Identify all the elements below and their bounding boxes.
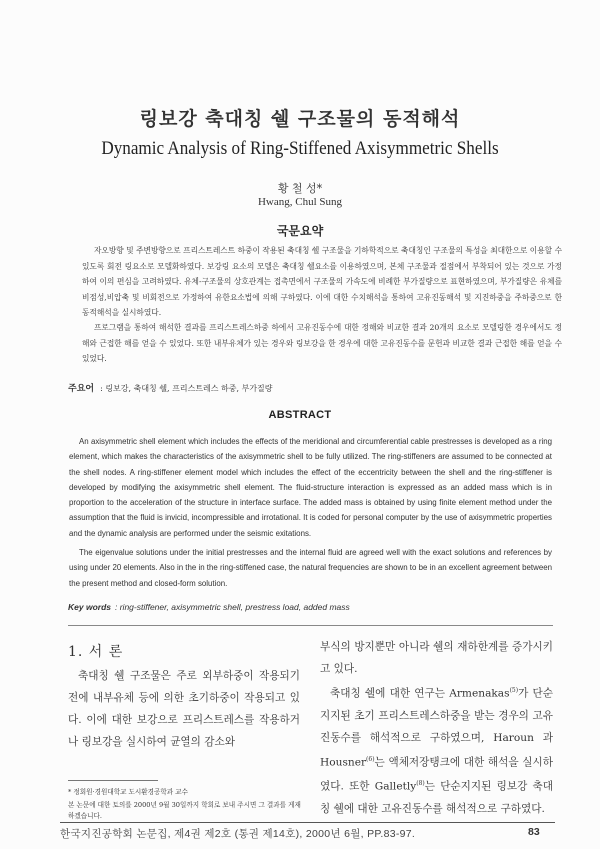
body-text-left-column: 축대칭 쉘 구조물은 주로 외부하중이 작용되기 전에 내부유체 등에 의한 초기하중이 작용되고 있다. 이에 대한 보강으로 프리스트레스를 작용하거나 링보강을 실시하여 균열의 감소와 <box>68 670 300 748</box>
author-name-korean: 황 철 성* <box>277 182 323 195</box>
reference-mark: (6) <box>366 755 375 763</box>
body-text-right-column-paragraph: 축대칭 쉘에 대한 연구는 Armenakas$^{(5)}$가 단순지지된 초기 프리스트레스하중을 받는 경우의 고유진동수를 해석적으로 구하였으며, Haroun 과 Housner$^{(6)}$는 액체저장탱크에 대한 해석을 실시하였다. 또한 Galletly$^{(8)}$는 단순지지된 링보강 축대칭 쉘에 대한 고유진동수를 해석적으로 구하였다. <box>320 687 554 815</box>
section-heading-introduction: 1. 서 론 <box>68 644 124 660</box>
journal-citation-footer: 한국지진공학회 논문집, 제4권 제2호 (통권 제14호), 2000년 6월, PP.83-97. <box>60 828 416 840</box>
paper-title-korean: 링보강 축대칭 쉘 구조물의 동적해석 <box>139 108 461 130</box>
english-abstract-heading: ABSTRACT <box>268 409 332 421</box>
body-text-right-column-continuation: 부식의 방지뿐만 아니라 쉘의 재하한계를 증가시키고 있다. <box>320 641 553 675</box>
korean-keywords-label: 주요어 <box>68 384 95 394</box>
author-name-english: Hwang, Chul Sung <box>257 196 343 208</box>
english-keywords <box>68 602 350 612</box>
section-divider <box>68 625 553 626</box>
reference-mark: (8) <box>416 780 425 788</box>
paper-title-english: Dynamic Analysis of Ring-Stiffened Axisymmetric Shells <box>101 138 499 159</box>
reference-mark: (5) <box>509 687 519 694</box>
footnote-discussion-notice: 본 논문에 대한 토의를 2000년 9월 30일까지 학회로 보내 주시면 그 결과를 게재하겠습니다. <box>68 801 301 820</box>
korean-keywords-text: : 링보강, 축대칭 쉘, 프리스트레스 하중, 부가질량 <box>100 384 273 393</box>
english-keywords-text: : ring-stiffener, axisymmetric shell, prestress load, added mass <box>115 602 350 612</box>
footnote-divider <box>68 780 158 781</box>
page-number: 83 <box>528 826 540 838</box>
korean-abstract-paragraph-2: 프로그램을 통하여 해석한 결과를 프리스트레스하중 하에서 고유진동수에 대한 정해와 비교한 결과 20개의 요소로 모델링한 경우에서도 정해와 근접한 해를 얻을 수 있었다. 또한 내부유체가 있는 경우와 링보강을 한 경우에 대한 고유진동수를 문헌과 비교한 결과 근접한 해를 얻을 수 있었다. <box>82 323 562 363</box>
korean-abstract-paragraph-1: 자오방향 및 주변방향으로 프리스트레스트 하중이 작용된 축대칭 쉘 구조물을 기하학적으로 축대칭인 구조물의 특성을 최대한으로 이용할 수 있도록 회전 링요소로 모델화하였다. 보강링 요소의 모델은 축대칭 쉘요소를 이용하였으며, 본체 구조물과 절점에서 부착되어 있는 것으로 가정하여 이의 편심을 고려하였다. 유체-구조물의 상호관계는 접촉면에서 구조물의 가속도에 비례한 부가질량으로 표현하였으며, 부가질량은 유체를 비점성,비압축 및 비회전으로 가정하여 유한요소법에 의해 구하였다. 이에 대한 수치해석을 통하여 고유진동해석 및 지진하중을 주하중으로 한 동적해석을 실시하였다. <box>82 246 562 317</box>
english-keywords-label: Key words <box>68 602 111 612</box>
footer-divider <box>60 822 555 823</box>
korean-keywords <box>68 381 273 394</box>
footnote-author-affiliation: * 정회원·경원대학교 도시환경공학과 교수 <box>68 788 188 796</box>
english-abstract-paragraph-1: An axisymmetric shell element which includes the effects of the meridional and circumferential cable prestresses is developed as a ring element, which makes the characteristics of the axisymmetric shell to be fully utilized. The ring-stiffeners are assumed to be connected at the shell nodes. A ring-stiffener element model which includes the effect of the eccentricity between the shell and the ring-stiffener is developed by modifying the axisymmetric shell element. The fluid-structure interaction is expressed as an added mass which is in proportion to the acceleration of the structure in interface surface. The added mass is obtained by using finite element method under the assumption that the fluid is invicid, incompressible and irrotational. It is coded for personal computer by the use of axisymmetric properties and the dynamic analysis are performed under the seismic exitations. <box>69 437 552 538</box>
korean-abstract-heading: 국문요약 <box>276 224 324 238</box>
english-abstract-paragraph-2: The eigenvalue solutions under the initial prestresses and the internal fluid are agreed well with the exact solutions and references by using under 20 elements. Also in the in the ring-stiffened case, the natural frequencies are shown to be in an excellent agreement between the present method and closed-form solution. <box>69 548 552 588</box>
